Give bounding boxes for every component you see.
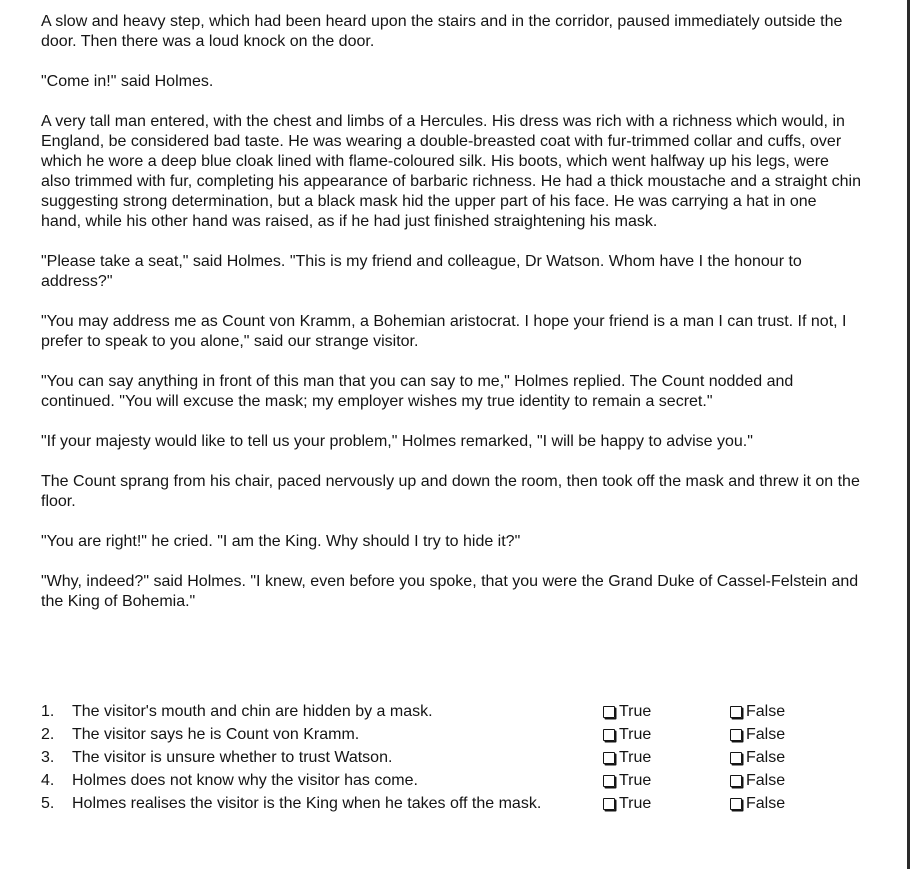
checkbox-icon[interactable]	[730, 752, 742, 764]
question-text: The visitor says he is Count von Kramm.	[72, 726, 360, 743]
question-text: Holmes does not know why the visitor has come.	[72, 772, 418, 789]
false-label: False	[746, 749, 786, 766]
question-text: The visitor is unsure whether to trust Watson.	[72, 749, 393, 766]
false-label: False	[746, 703, 786, 720]
true-option[interactable]	[603, 792, 651, 815]
checkbox-icon[interactable]	[603, 798, 615, 810]
passage-paragraph: "If your majesty would like to tell us your problem," Holmes remarked, "I will be happy to advise you."	[41, 433, 753, 450]
false-option[interactable]	[730, 792, 785, 815]
checkbox-icon[interactable]	[603, 775, 615, 787]
true-false-quiz	[41, 700, 861, 815]
question-number: 4.	[41, 772, 55, 789]
false-option[interactable]	[730, 769, 785, 792]
passage-paragraph: "You may address me as Count von Kramm, a Bohemian aristocrat. I hope your friend is a man I can trust. If not, I prefer to speak to you alone," said our strange visitor.	[41, 313, 847, 350]
false-option[interactable]	[730, 700, 785, 723]
false-option[interactable]	[730, 746, 785, 769]
passage-paragraph: "Please take a seat," said Holmes. "This is my friend and colleague, Dr Watson. Whom have I the honour to address?"	[41, 253, 802, 290]
true-option[interactable]	[603, 700, 651, 723]
true-label: True	[619, 726, 652, 743]
question-text: The visitor's mouth and chin are hidden by a mask.	[72, 703, 433, 720]
true-label: True	[619, 703, 652, 720]
question-row	[41, 746, 861, 769]
passage-paragraph: A slow and heavy step, which had been heard upon the stairs and in the corridor, paused immediately outside the door. Then there was a loud knock on the door.	[41, 13, 843, 50]
passage-paragraph: "Come in!" said Holmes.	[41, 73, 214, 90]
true-option[interactable]	[603, 769, 651, 792]
checkbox-icon[interactable]	[730, 775, 742, 787]
passage-paragraph: "Why, indeed?" said Holmes. "I knew, even before you spoke, that you were the Grand Duke of Cassel-Felstein and the King of Bohemia."	[41, 573, 859, 610]
question-row	[41, 700, 861, 723]
true-option[interactable]	[603, 723, 651, 746]
checkbox-icon[interactable]	[603, 729, 615, 741]
question-row	[41, 723, 861, 746]
false-label: False	[746, 795, 786, 812]
checkbox-icon[interactable]	[603, 752, 615, 764]
question-number: 1.	[41, 703, 55, 720]
false-option[interactable]	[730, 723, 785, 746]
true-option[interactable]	[603, 746, 651, 769]
false-label: False	[746, 772, 786, 789]
question-text: Holmes realises the visitor is the King when he takes off the mask.	[72, 795, 542, 812]
false-label: False	[746, 726, 786, 743]
checkbox-icon[interactable]	[603, 706, 615, 718]
passage-paragraph: "You are right!" he cried. "I am the King. Why should I try to hide it?"	[41, 533, 521, 550]
passage-paragraph: A very tall man entered, with the chest and limbs of a Hercules. His dress was rich with a richness which would, in England, be considered bad taste. He was wearing a double-breasted coat with fur-trimmed collar and cuffs, over which he wore a deep blue cloak lined with flame-coloured silk. His boots, which went halfway up his legs, were also trimmed with fur, completing his appearance of barbaric richness. He had a thick moustache and a straight chin suggesting strong determination, but a black mask hid the upper part of his face. He was carrying a hat in one hand, while his other hand was raised, as if he had just finished straightening his mask.	[41, 113, 861, 230]
true-label: True	[619, 749, 652, 766]
question-number: 2.	[41, 726, 55, 743]
passage-paragraph: "You can say anything in front of this man that you can say to me," Holmes replied. The Count nodded and continued. "You will excuse the mask; my employer wishes my true identity to remain a secret."	[41, 373, 794, 410]
true-label: True	[619, 772, 652, 789]
question-number: 3.	[41, 749, 55, 766]
checkbox-icon[interactable]	[730, 729, 742, 741]
checkbox-icon[interactable]	[730, 706, 742, 718]
passage	[41, 12, 861, 632]
true-label: True	[619, 795, 652, 812]
question-number: 5.	[41, 795, 55, 812]
checkbox-icon[interactable]	[730, 798, 742, 810]
passage-paragraph: The Count sprang from his chair, paced nervously up and down the room, then took off the mask and threw it on the floor.	[41, 473, 860, 510]
question-row	[41, 769, 861, 792]
question-row	[41, 792, 861, 815]
